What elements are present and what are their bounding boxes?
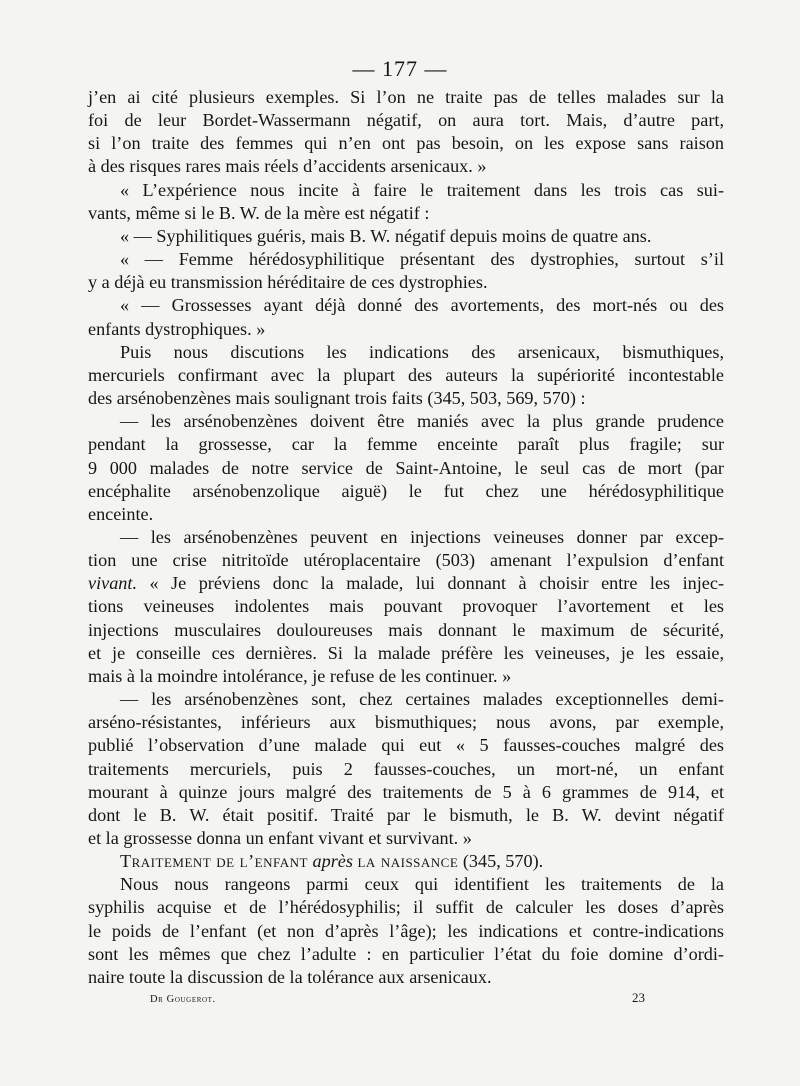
text-line: — les arsénobenzènes peuvent en injections veineuses donner par excep- [120,526,724,547]
text-line: enceinte. [88,503,154,524]
text-line: encéphalite arsénobenzolique aiguë) le fut chez une hérédosyphilitique [88,480,724,501]
text-line: vants, même si le B. W. de la mère est négatif : [88,202,430,223]
text-line: sont les mêmes que chez l’adulte : en particulier l’état du foie domine d’ordi- [88,943,724,964]
text-line: naire toute la discussion de la tolérance aux arsenicaux. [88,966,492,987]
text-line: mercuriels confirmant avec la plupart des auteurs la supériorité incontestable [88,364,724,385]
text-line: à des risques rares mais réels d’accidents arsenicaux. » [88,156,487,177]
text-line: et je conseille ces dernières. Si la malade préfère les veineuses, je les essaie, [88,642,724,663]
text-line: — les arsénobenzènes doivent être maniés avec la plus grande prudence [120,411,724,432]
text-line: « L’expérience nous incite à faire le traitement dans les trois cas sui- [120,179,724,200]
heading-italic: après [312,851,353,872]
text-line: « — Syphilitiques guéris, mais B. W. négatif depuis moins de quatre ans. [120,225,652,246]
text-line: 9 000 malades de notre service de Saint-Antoine, le seul cas de mort (par [88,457,724,478]
text-line: publié l’observation d’une malade qui eut « 5 fausses-couches malgré des [88,735,724,756]
text-line: tions veineuses indolentes mais pouvant provoquer l’avortement et les [88,596,724,617]
quote-item [88,225,724,248]
text-line: — les arsénobenzènes sont, chez certaines malades exceptionnelles demi- [120,689,724,710]
text-line: mourant à quinze jours malgré des traitements de 5 à 6 grammes de 914, et [88,781,724,802]
text-line: j’en ai cité plusieurs exemples. Si l’on ne traite pas de telles malades sur la [88,87,724,107]
text-line: dont le B. W. était positif. Traité par le bismuth, le B. W. devint négatif [88,804,724,825]
paragraph [88,341,724,410]
text-line: syphilis acquise et de l’hérédosyphilis; il suffit de calculer les doses d’après [88,897,724,918]
text-line: Nous nous rangeons parmi ceux qui identifient les traitements de la [120,874,724,895]
text-line: le poids de l’enfant (et non d’après l’âge); les indications et contre-indications [88,920,724,941]
section-heading [88,850,724,873]
text-line: si l’on traite des femmes qui n’en ont pas besoin, on les expose sans raison [88,133,724,154]
text-run: « Je préviens donc la malade, lui donnant à choisir entre les injec- [149,573,724,594]
text-line [88,850,724,873]
page-number: — 177 — [352,56,448,81]
text-line: des arsénobenzènes mais soulignant trois faits (345, 503, 569, 570) : [88,388,586,409]
signature-mark: 23 [632,990,645,1005]
text-line [88,572,724,595]
body-text [88,86,724,989]
dash-paragraph [88,688,724,850]
text-line: pendant la grossesse, car la femme enceinte paraît plus fragile; sur [88,434,724,455]
text-line: foi de leur Bordet-Wassermann négatif, on aura tort. Mais, d’autre part, [88,110,724,131]
quote-paragraph [88,179,724,225]
heading-part: Traitement de l’enfant [120,851,308,872]
quote-item [88,248,724,294]
paragraph [88,873,724,989]
text-line: et la grossesse donna un enfant vivant et survivant. » [88,828,472,848]
dash-paragraph [88,410,724,526]
heading-refs: (345, 570). [458,851,544,872]
text-line: « — Grossesses ayant déjà donné des avortements, des mort-nés ou des [120,295,724,316]
text-line: y a déjà eu transmission héréditaire de ces dystrophies. [88,272,488,293]
text-line: « — Femme hérédosyphilitique présentant des dystrophies, surtout s’il [120,249,724,270]
heading-part: la naissance [357,851,459,872]
text-line: enfants dystrophiques. » [88,318,266,339]
footer-author: Dr Gougerot. [150,994,216,1005]
text-line: tion une crise nitritoïde utéroplacentaire (503) amenant l’expulsion d’enfant [88,550,724,571]
text-line: injections musculaires douloureuses mais donnant le maximum de sécurité, [88,619,724,640]
quote-item [88,294,724,340]
text-line: mais à la moindre intolérance, je refuse de les continuer. » [88,665,512,686]
text-line: Puis nous discutions les indications des arsenicaux, bismuthiques, [120,341,724,362]
paragraph [88,86,724,179]
text-line: arséno-résistantes, inférieurs aux bismuthiques; nous avons, par exemple, [88,712,724,733]
dash-paragraph [88,526,724,688]
italic-word: vivant. [88,573,137,594]
text-line: traitements mercuriels, puis 2 fausses-couches, un mort-né, un enfant [88,758,724,779]
